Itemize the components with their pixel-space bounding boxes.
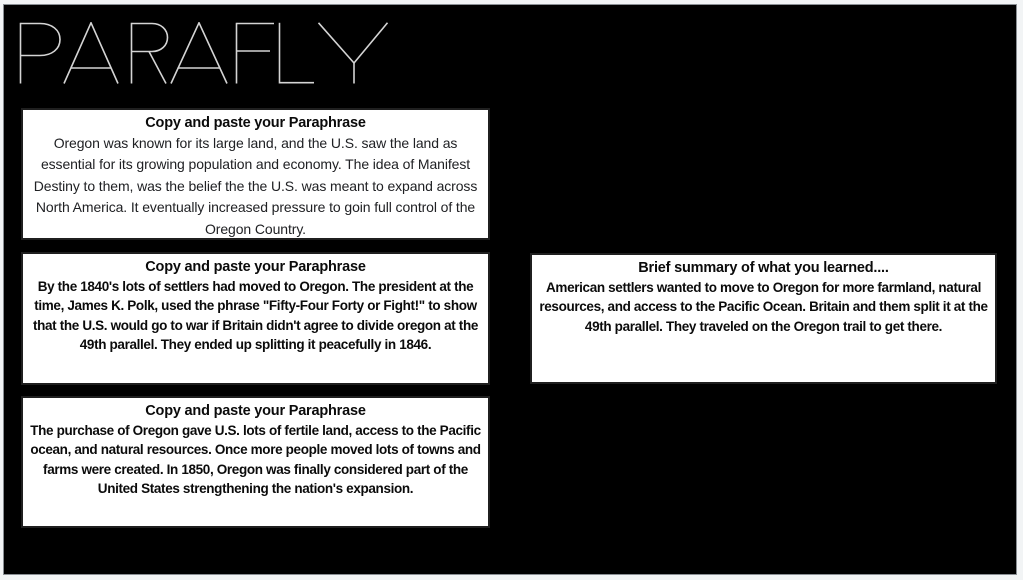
paraphrase-box-1-heading: Copy and paste your Paraphrase	[145, 115, 366, 131]
slide-canvas	[3, 4, 1017, 575]
paraphrase-box-2[interactable]	[21, 252, 490, 385]
paraphrase-box-1[interactable]	[21, 108, 490, 240]
paraphrase-box-2-heading: Copy and paste your Paraphrase	[145, 259, 366, 275]
summary-box-body: American settlers wanted to move to Oregon for more farmland, natural resources, and access to the Pacific Ocean. Britain and them split it at the 49th parallel. They traveled on the Oregon trail to get there.	[539, 280, 988, 334]
paraphrase-box-3-body: The purchase of Oregon gave U.S. lots of fertile land, access to the Pacific ocean, and natural resources. Once more people moved lots of towns and farms were created. In 1850, Oregon was finally considered part of the United States strengthening the nation's expansion.	[30, 423, 481, 497]
paraphrase-box-3-heading: Copy and paste your Paraphrase	[145, 403, 366, 419]
summary-box[interactable]	[530, 253, 997, 384]
summary-box-heading: Brief summary of what you learned....	[638, 260, 889, 276]
paraphrase-box-2-body: By the 1840's lots of settlers had moved to Oregon. The president at the time, James K. Polk, used the phrase "Fifty-Four Forty or Fight!" to show that the U.S. would go to war if Britain didn't agree to divide oregon at the 49th parallel. They ended up splitting it peacefully in 1846.	[32, 279, 479, 353]
slide-title[interactable]	[19, 22, 389, 84]
parafly-wordmark-icon	[19, 22, 389, 84]
paraphrase-box-3[interactable]	[21, 396, 490, 528]
paraphrase-box-1-body: Oregon was known for its large land, and the U.S. saw the land as essential for its growing population and economy. The idea of Manifest Destiny to them, was the belief the the U.S. was meant to expand across North America. It eventually increased pressure to goin full control of the Oregon Country.	[33, 135, 478, 237]
